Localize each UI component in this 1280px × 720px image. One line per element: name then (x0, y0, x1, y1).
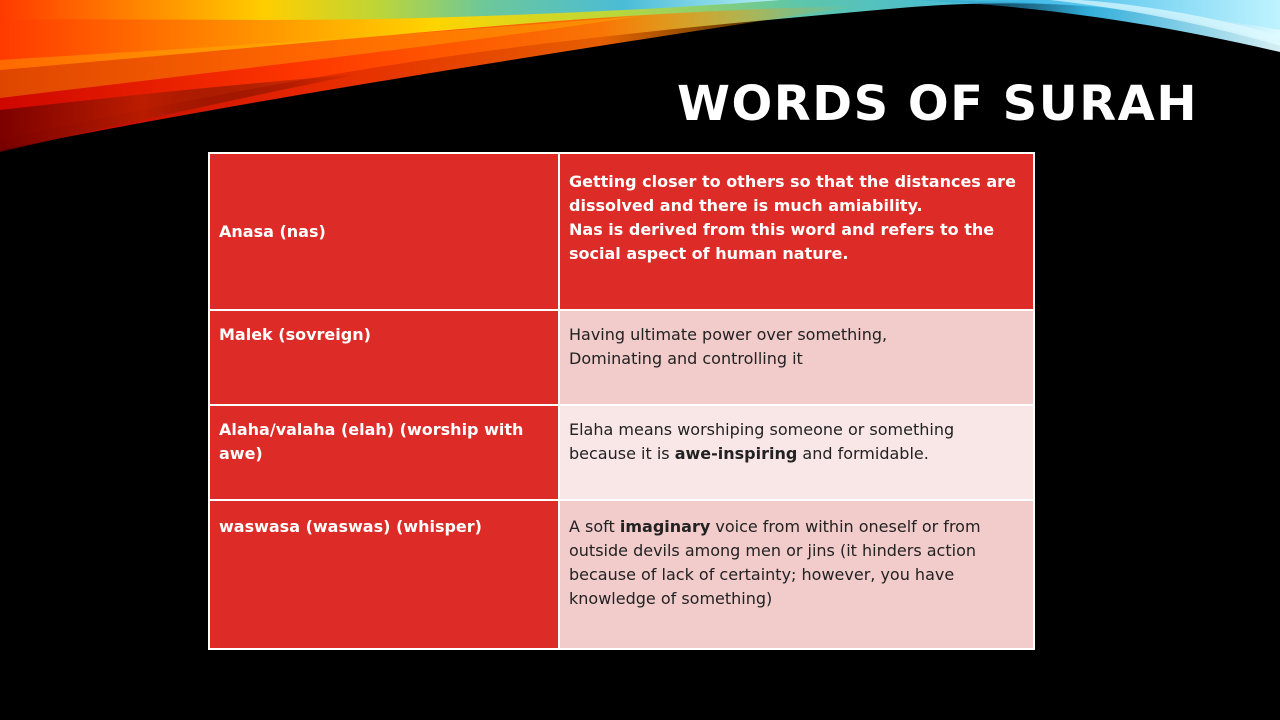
definition-text: Elaha means worshiping someone or something because it is (569, 420, 955, 463)
term-cell: Alaha/valaha (elah) (worship with awe) (209, 405, 559, 500)
definition-text: Dominating and controlling it (569, 349, 803, 368)
term-cell: Anasa (nas) (209, 153, 559, 310)
words-table (208, 152, 1035, 650)
definition-text: voice from within oneself or from outside devils among men or jins (it hinders action because of lack of certainty; however, you have knowledge of something) (569, 517, 981, 608)
table-row (209, 500, 1034, 649)
definition-cell (559, 500, 1034, 649)
definition-cell (559, 310, 1034, 405)
table-row (209, 405, 1034, 500)
definition-cell (559, 405, 1034, 500)
definition-text: Getting closer to others so that the distances are dissolved and there is much amiability. (569, 172, 1016, 215)
slide-title: WORDS OF SURAH (677, 76, 1198, 132)
definition-text: A soft (569, 517, 620, 536)
definition-emphasis: awe-inspiring (674, 444, 798, 463)
definition-text: Nas is derived from this word and refers to the social aspect of human nature. (569, 220, 995, 263)
term-cell: waswasa (waswas) (whisper) (209, 500, 559, 649)
table-row (209, 153, 1034, 310)
term-cell: Malek (sovreign) (209, 310, 559, 405)
definition-emphasis: imaginary (619, 517, 711, 536)
table-row (209, 310, 1034, 405)
definition-text: Having ultimate power over something, (569, 325, 888, 344)
definition-cell (559, 153, 1034, 310)
definition-text: and formidable. (797, 444, 929, 463)
